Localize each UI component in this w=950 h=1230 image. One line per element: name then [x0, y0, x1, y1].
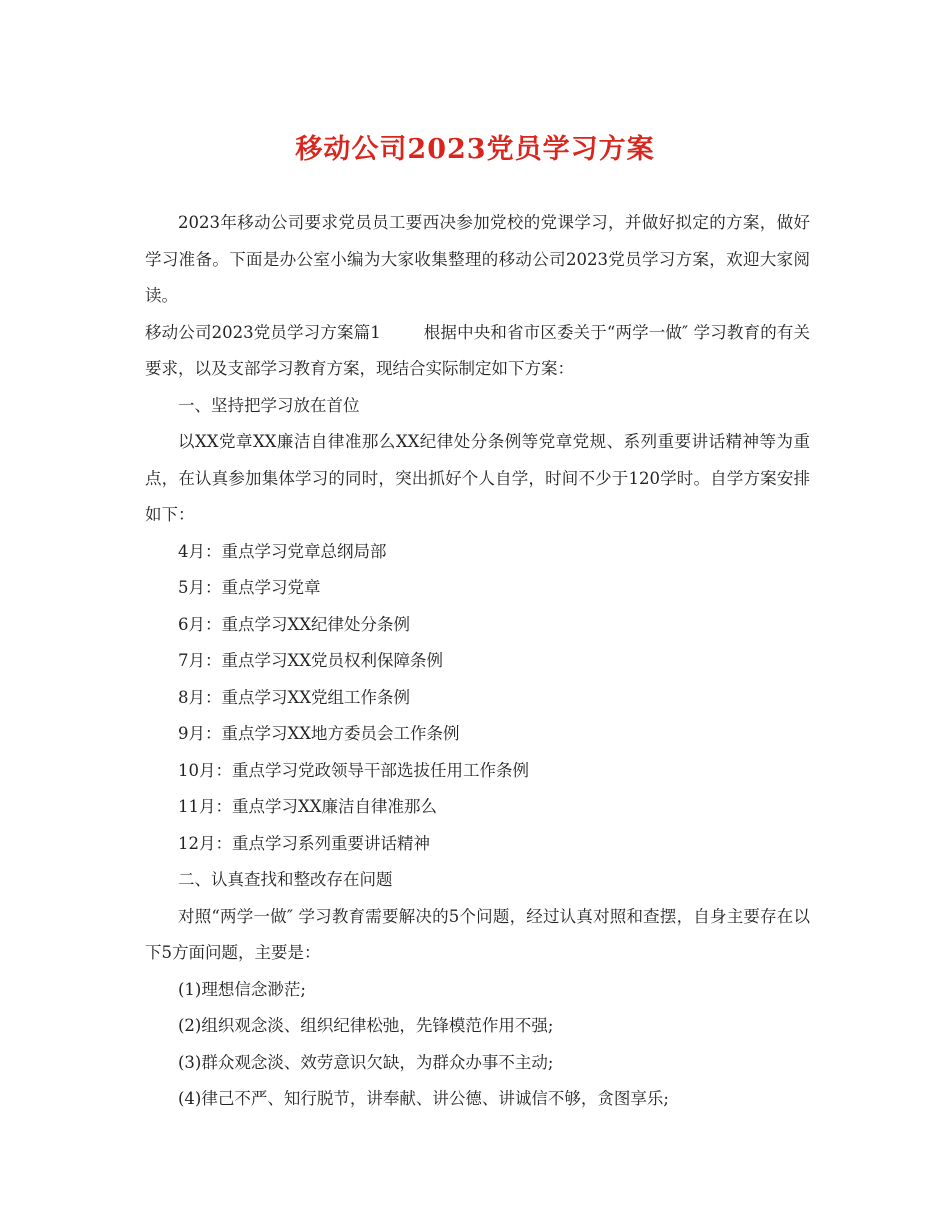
- schedule-item: 11月：重点学习XX廉洁自律准那么: [178, 797, 437, 816]
- intro-paragraph: 2023年移动公司要求党员员工要西决参加党校的党课学习，并做好拟定的方案，做好学习准备。下面是办公室小编为大家收集整理的移动公司2023党员学习方案，欢迎大家阅读。: [145, 213, 810, 305]
- schedule-item: 4月：重点学习党章总纲局部: [178, 541, 387, 561]
- schedule-item: 6月：重点学习XX纪律处分条例: [178, 614, 410, 634]
- schedule-item: 12月：重点学习系列重要讲话精神: [178, 833, 430, 853]
- study-paragraph: 以XX党章XX廉洁自律准那么XX纪律处分条例等党章党规、系列重要讲话精神等为重点，在认真参加集体学习的同时，突出抓好个人自学，时间不少于120学时。自学方案安排如下：: [145, 432, 810, 524]
- schedule-item: 8月：重点学习XX党组工作条例: [178, 687, 410, 707]
- document-body: [145, 205, 810, 1118]
- schedule-item: 7月：重点学习XX党员权利保障条例: [178, 651, 443, 670]
- problem-item: (2)组织观念淡、组织纪律松弛，先锋模范作用不强;: [178, 1016, 554, 1035]
- section-intro: 根据中央和省市区委关于“两学一做″ 学习教育的有关要求，以及支部学习教育方案，现结合实际制定如下方案：: [145, 322, 810, 378]
- schedule-item: 9月：重点学习XX地方委员会工作条例: [178, 724, 460, 743]
- schedule-item: 5月：重点学习党章: [178, 578, 321, 597]
- problem-item: (3)群众观念淡、效劳意识欠缺，为群众办事不主动;: [178, 1052, 554, 1072]
- heading-find-problems: 二、认真查找和整改存在问题: [178, 870, 393, 889]
- section-paragraph: [145, 315, 810, 388]
- problem-item: (4)律己不严、知行脱节，讲奉献、讲公德、讲诚信不够，贪图享乐;: [178, 1089, 669, 1108]
- section-label: 移动公司2023党员学习方案篇1: [145, 322, 381, 342]
- heading-study-first: 一、坚持把学习放在首位: [178, 395, 360, 415]
- schedule-item: 10月：重点学习党政领导干部选拔任用工作条例: [178, 760, 529, 780]
- problem-item: (1)理想信念渺茫;: [178, 979, 306, 999]
- problems-paragraph: 对照“两学一做″ 学习教育需要解决的5个问题，经过认真对照和查摆，自身主要存在以下5方面问题，主要是：: [145, 906, 810, 962]
- page-title: 移动公司2023党员学习方案: [295, 134, 655, 165]
